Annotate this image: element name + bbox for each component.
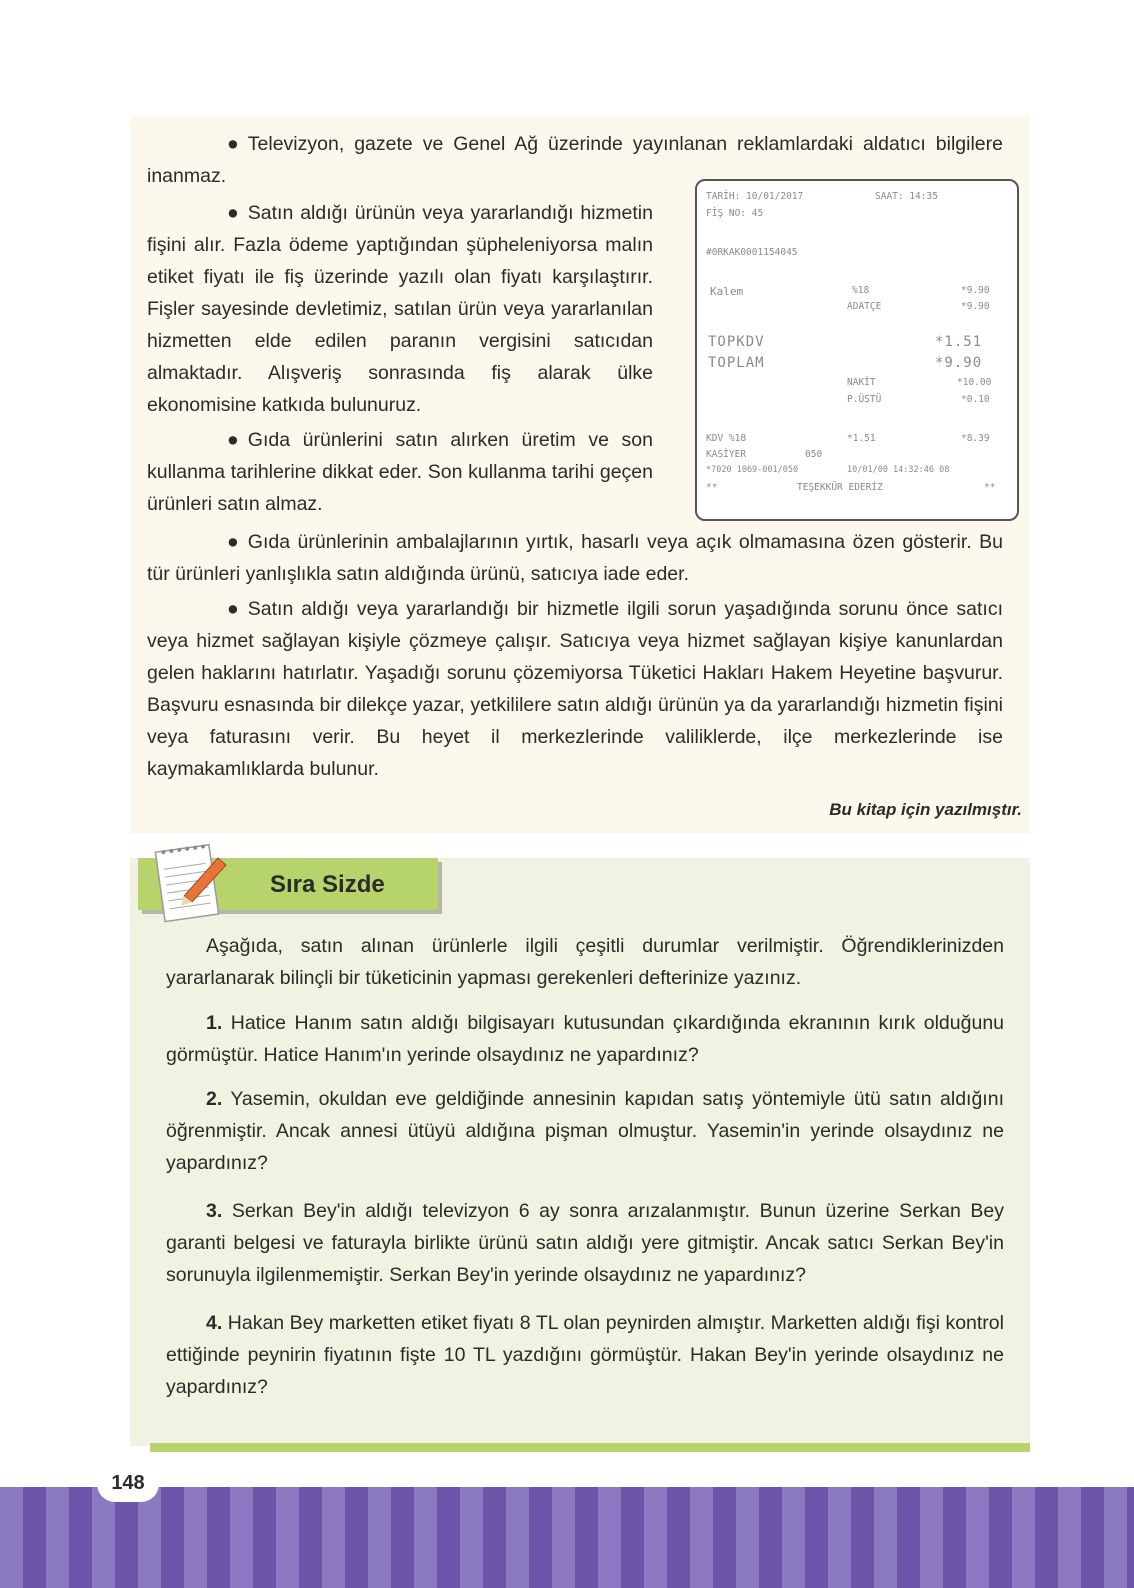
receipt-nakit: NAKİT [847, 377, 876, 388]
question-3-number: 3. [206, 1200, 223, 1222]
receipt-serial: *7020 1069-001/050 [706, 465, 799, 475]
paragraph-receipt: ● Satın aldığı ürünün veya yararlandığı hizmetin fişini alır. Fazla ödeme yaptığından şüpheleniyorsa malın etiket fiyatı ile fiş üzerinde yazılı olan fiyatı karşılaştırır. Fişler sayesinde devletimiz, satılan ürün veya yararlanılan hizmetten elde edilen paranın vergisini satıcıdan almaktadır. Alışveriş sonrasında fiş alarak ülke ekonomisine katkıda bulunuruz. [147, 202, 653, 416]
receipt-topkdv: TOPKDV [708, 334, 765, 350]
receipt-kasiyer: KASİYER [706, 449, 747, 460]
receipt-nakit-value: *10.00 [957, 377, 992, 388]
receipt-code: #0RKAK0001154045 [706, 247, 798, 258]
question-2-number: 2. [206, 1088, 223, 1110]
receipt-kalem-price: *9.90 [961, 285, 990, 296]
receipt-time: SAAT: 14:35 [875, 191, 938, 202]
receipt-footer: TEŞEKKÜR EDERİZ [797, 482, 883, 493]
green-divider [150, 1443, 1030, 1452]
receipt-kalem: Kalem [710, 285, 744, 298]
receipt-kasiyer-no: 050 [805, 449, 823, 460]
paragraph-food-dates: ● Gıda ürünlerini satın alırken üretim ve son kullanma tarihlerine dikkat eder. Son kullanma tarihi geçen ürünleri satın almaz. [147, 429, 653, 515]
paragraph-ads: ● Televizyon, gazete ve Genel Ağ üzerinde yayınlanan reklamlardaki aldatıcı bilgilere inanmaz. [147, 133, 1003, 187]
source-note: Bu kitap için yazılmıştır. [829, 800, 1022, 819]
receipt-date: TARİH: 10/01/2017 [706, 191, 804, 202]
receipt-stars-left: ** [706, 482, 718, 493]
question-1: 1. Hatice Hanım satın aldığı bilgisayarı kutusundan çıkardığında ekranının kırık olduğunu görmüştür. Hatice Hanım'ın yerinde olsaydınız ne yapardınız? [166, 1012, 1005, 1066]
receipt-kdv-base: *8.39 [961, 433, 990, 444]
activity-title: Sıra Sizde [270, 871, 385, 898]
receipt-toplam: TOPLAM [708, 355, 765, 371]
receipt-kalem-code: %18 [852, 285, 870, 296]
question-3: 3. Serkan Bey'in aldığı televizyon 6 ay sonra arızalanmıştır. Bunun üzerine Serkan Bey garanti belgesi ve faturayla birlikte ürünü satın aldığı yere gitmiştir. Ancak satıcı Serkan Bey'in sorunuyla ilgilenmemiştir. Serkan Bey'in yerinde olsaydınız ne yapardınız? [166, 1200, 1005, 1286]
receipt-adet-price: *9.90 [961, 301, 990, 312]
paragraph-packaging: ● Gıda ürünlerinin ambalajlarının yırtık, hasarlı veya açık olmamasına özen gösterir. Bu tür ürünleri yanlışlıkla satın aldığında ürünü, satıcıya iade eder. [147, 531, 1003, 585]
receipt-topkdv-value: *1.51 [935, 334, 983, 350]
receipt-stars-right: ** [984, 482, 996, 493]
paragraph-complaint: ● Satın aldığı veya yararlandığı bir hizmetle ilgili sorun yaşadığında sorunu önce satıcı veya hizmet sağlayan kişiyle çözmeye çalışır. Satıcıya veya hizmet sağlayan kişiye kanunlardan gelen haklarını hatırlatır. Yaşadığı sorunu çözemiyorsa Tüketici Hakları Hakem Heyetine başvurur. Başvuru esnasında bir dilekçe yazar, yetkililere satın aldığı ürünün ya da yararlandığı hizmetin fişini veya faturasını verir. Bu heyet il merkezlerinde valiliklerde, ilçe merkezlerinde ise kaymakamlıklarda bulunur. [147, 598, 1003, 780]
receipt-toplam-value: *9.90 [935, 355, 983, 371]
question-2: 2. Yasemin, okuldan eve geldiğinde annesinin kapıdan satış yöntemiyle ütü satın aldığını öğrenmiştir. Ancak annesi ütüyü aldığına pişman olmuştur. Yasemin'in yerinde olsaydınız ne yapardınız? [166, 1088, 1004, 1174]
receipt-paraustu: P.ÜSTÜ [847, 394, 882, 405]
receipt-kdv-amount: *1.51 [847, 433, 876, 444]
question-1-number: 1. [206, 1012, 223, 1034]
striped-footer [0, 1487, 1134, 1588]
question-4: 4. Hakan Bey marketten etiket fiyatı 8 TL olan peynirden almıştır. Marketten aldığı fişi kontrol ettiğinde peynirin fiyatının fişte 10 TL yazdığını görmüştür. Hakan Bey'in yerinde olsaydınız ne yapardınız? [166, 1312, 1004, 1398]
receipt-paraustu-value: *0.10 [961, 394, 990, 405]
receipt-fis-no: FİŞ NO: 45 [706, 208, 764, 219]
receipt-timestamp: 10/01/00 14:32:46 08 [847, 465, 950, 475]
question-4-number: 4. [206, 1312, 223, 1334]
notepad-pencil-icon [148, 836, 232, 926]
receipt-adet: ADATÇE [847, 301, 882, 312]
receipt-kdv-label: KDV %18 [706, 433, 747, 444]
receipt-image [695, 179, 1019, 521]
activity-intro: Aşağıda, satın alınan ürünlerle ilgili çeşitli durumlar verilmiştir. Öğrendiklerinizden yararlanarak bilinçli bir tüketicinin yapması gerekenleri defterinize yazınız. [166, 935, 1004, 989]
page-number: 148 [111, 1472, 145, 1494]
